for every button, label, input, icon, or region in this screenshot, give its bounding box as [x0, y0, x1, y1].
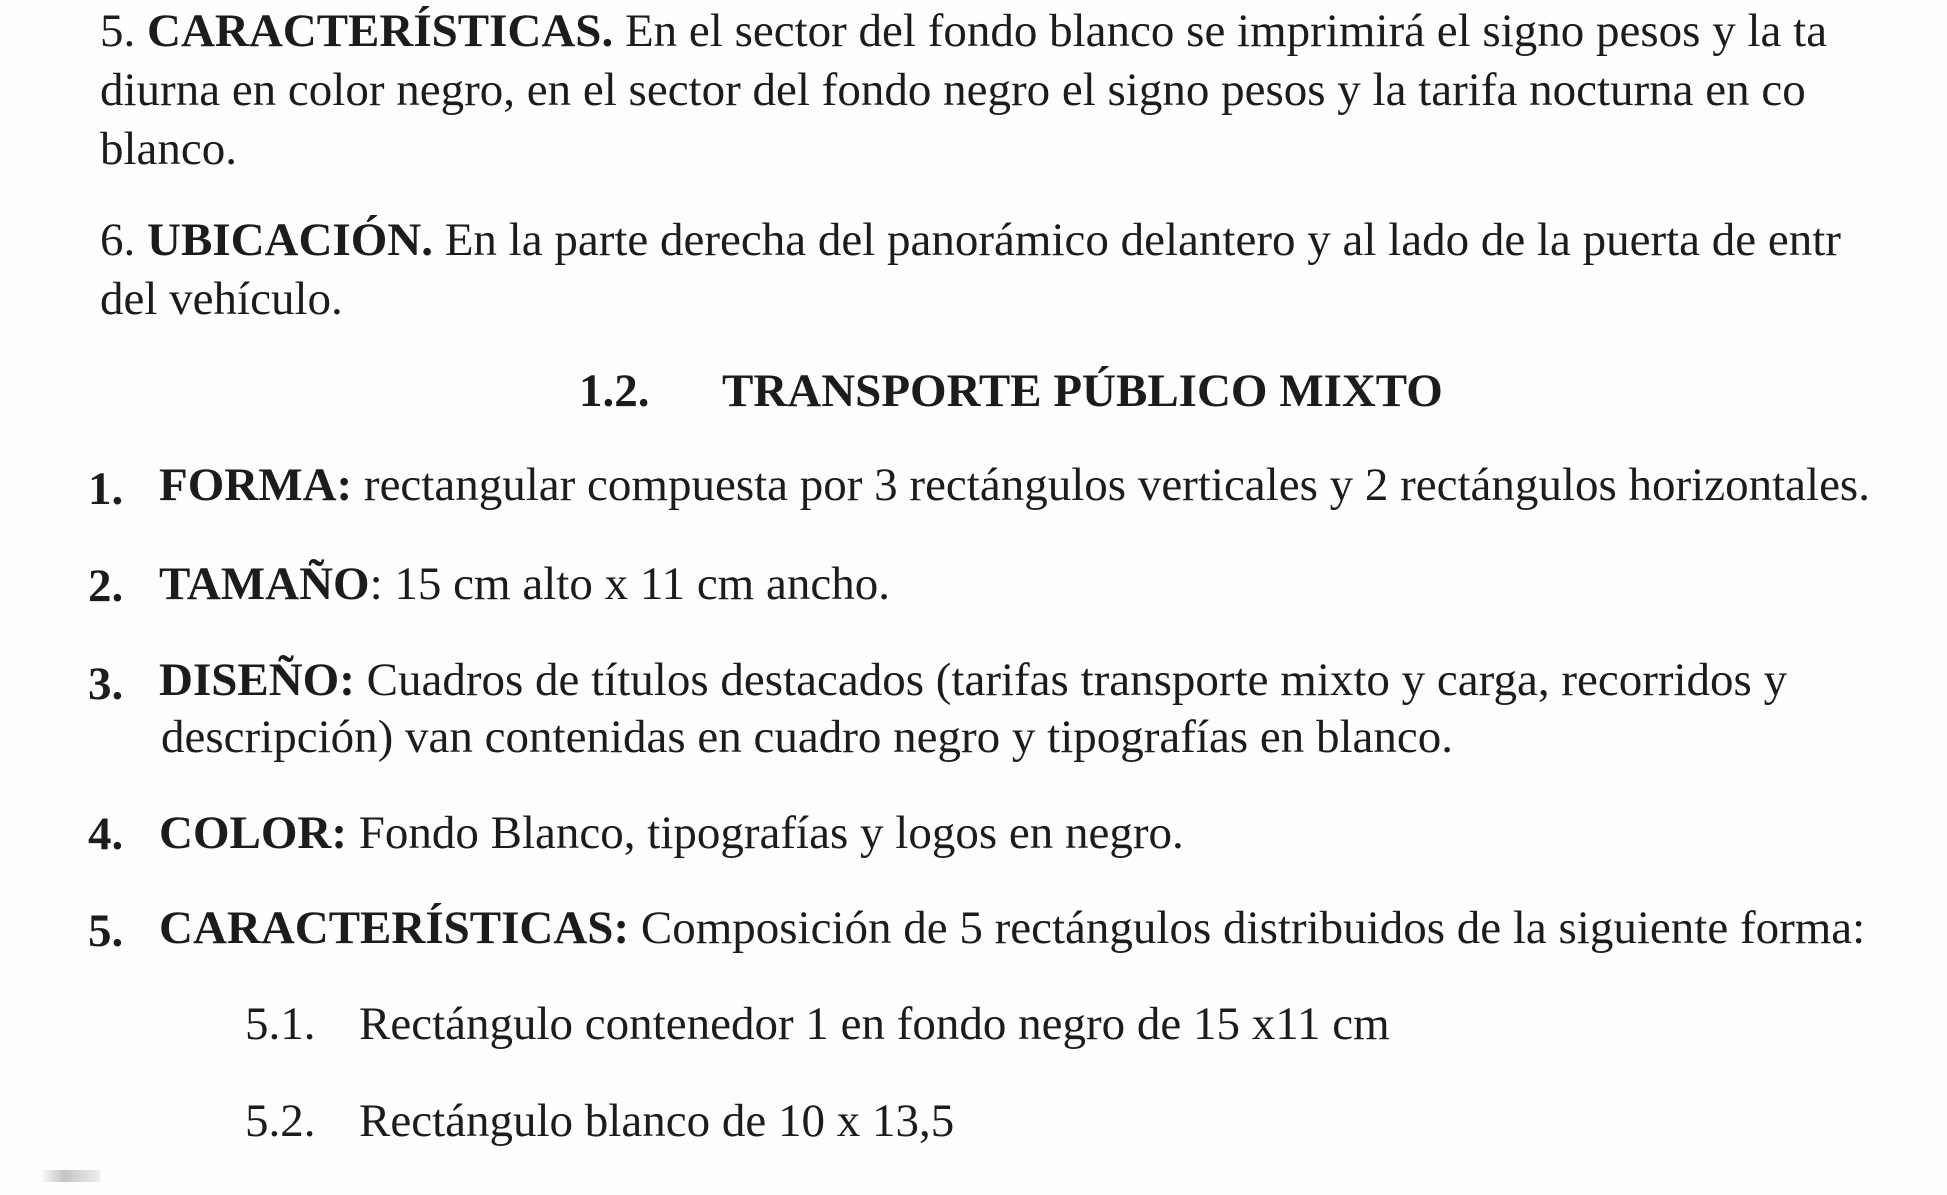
section-number: 1.2.	[579, 365, 650, 417]
item5-number: 5.	[88, 905, 124, 957]
prev-item5-text: En el sector del fondo blanco se imprimirá el signo pesos y la ta	[624, 5, 1828, 57]
prev-item6-line2: del vehículo.	[100, 273, 343, 325]
item1-number: 1.	[88, 463, 124, 515]
item3-number: 3.	[88, 658, 124, 710]
subitem-5-1-number: 5.1.	[245, 998, 316, 1050]
item2-number: 2.	[88, 560, 124, 612]
item3-line2: descripción) van contenidas en cuadro negro y tipografías en blanco.	[161, 711, 1454, 763]
item1-title: FORMA:	[159, 459, 353, 511]
prev-item6-line1	[100, 211, 1841, 269]
prev-item6-number: 6.	[100, 214, 136, 266]
prev-item5-line3: blanco.	[100, 123, 238, 175]
prev-item5-number: 5.	[100, 5, 136, 57]
item4-text: Fondo Blanco, tipografías y logos en negro.	[358, 807, 1184, 859]
prev-item5-title: CARACTERÍSTICAS.	[147, 5, 614, 57]
scan-smudge	[40, 1170, 100, 1182]
item3-text: Cuadros de títulos destacados (tarifas transporte mixto y carga, recorridos y	[366, 654, 1788, 706]
item4-title: COLOR:	[159, 807, 347, 859]
item1-line	[159, 456, 1870, 514]
item3-title: DISEÑO:	[159, 654, 355, 706]
item5-line	[159, 899, 1865, 957]
prev-item6-text: En la parte derecha del panorámico delantero y al lado de la puerta de entr	[444, 214, 1841, 266]
subitem-5-2-number: 5.2.	[245, 1095, 316, 1147]
item5-title: CARACTERÍSTICAS:	[159, 902, 630, 954]
item4-line	[159, 804, 1184, 862]
item1-text: rectangular compuesta por 3 rectángulos verticales y 2 rectángulos horizontales.	[363, 459, 1870, 511]
prev-item6-title: UBICACIÓN.	[147, 214, 433, 266]
item3-line1	[159, 651, 1787, 709]
subitem-5-2-text: Rectángulo blanco de 10 x 13,5	[359, 1095, 955, 1147]
item2-line	[159, 555, 890, 613]
item5-text: Composición de 5 rectángulos distribuidos de la siguiente forma:	[640, 902, 1866, 954]
item2-text: : 15 cm alto x 11 cm ancho.	[369, 558, 890, 610]
prev-item5-line1	[100, 2, 1827, 60]
subitem-5-1-text: Rectángulo contenedor 1 en fondo negro de 15 x11 cm	[359, 998, 1390, 1050]
section-title: TRANSPORTE PÚBLICO MIXTO	[722, 365, 1443, 417]
prev-item5-line2: diurna en color negro, en el sector del fondo negro el signo pesos y la tarifa nocturna en co	[100, 64, 1806, 116]
item4-number: 4.	[88, 808, 124, 860]
item2-title: TAMAÑO	[159, 558, 370, 610]
